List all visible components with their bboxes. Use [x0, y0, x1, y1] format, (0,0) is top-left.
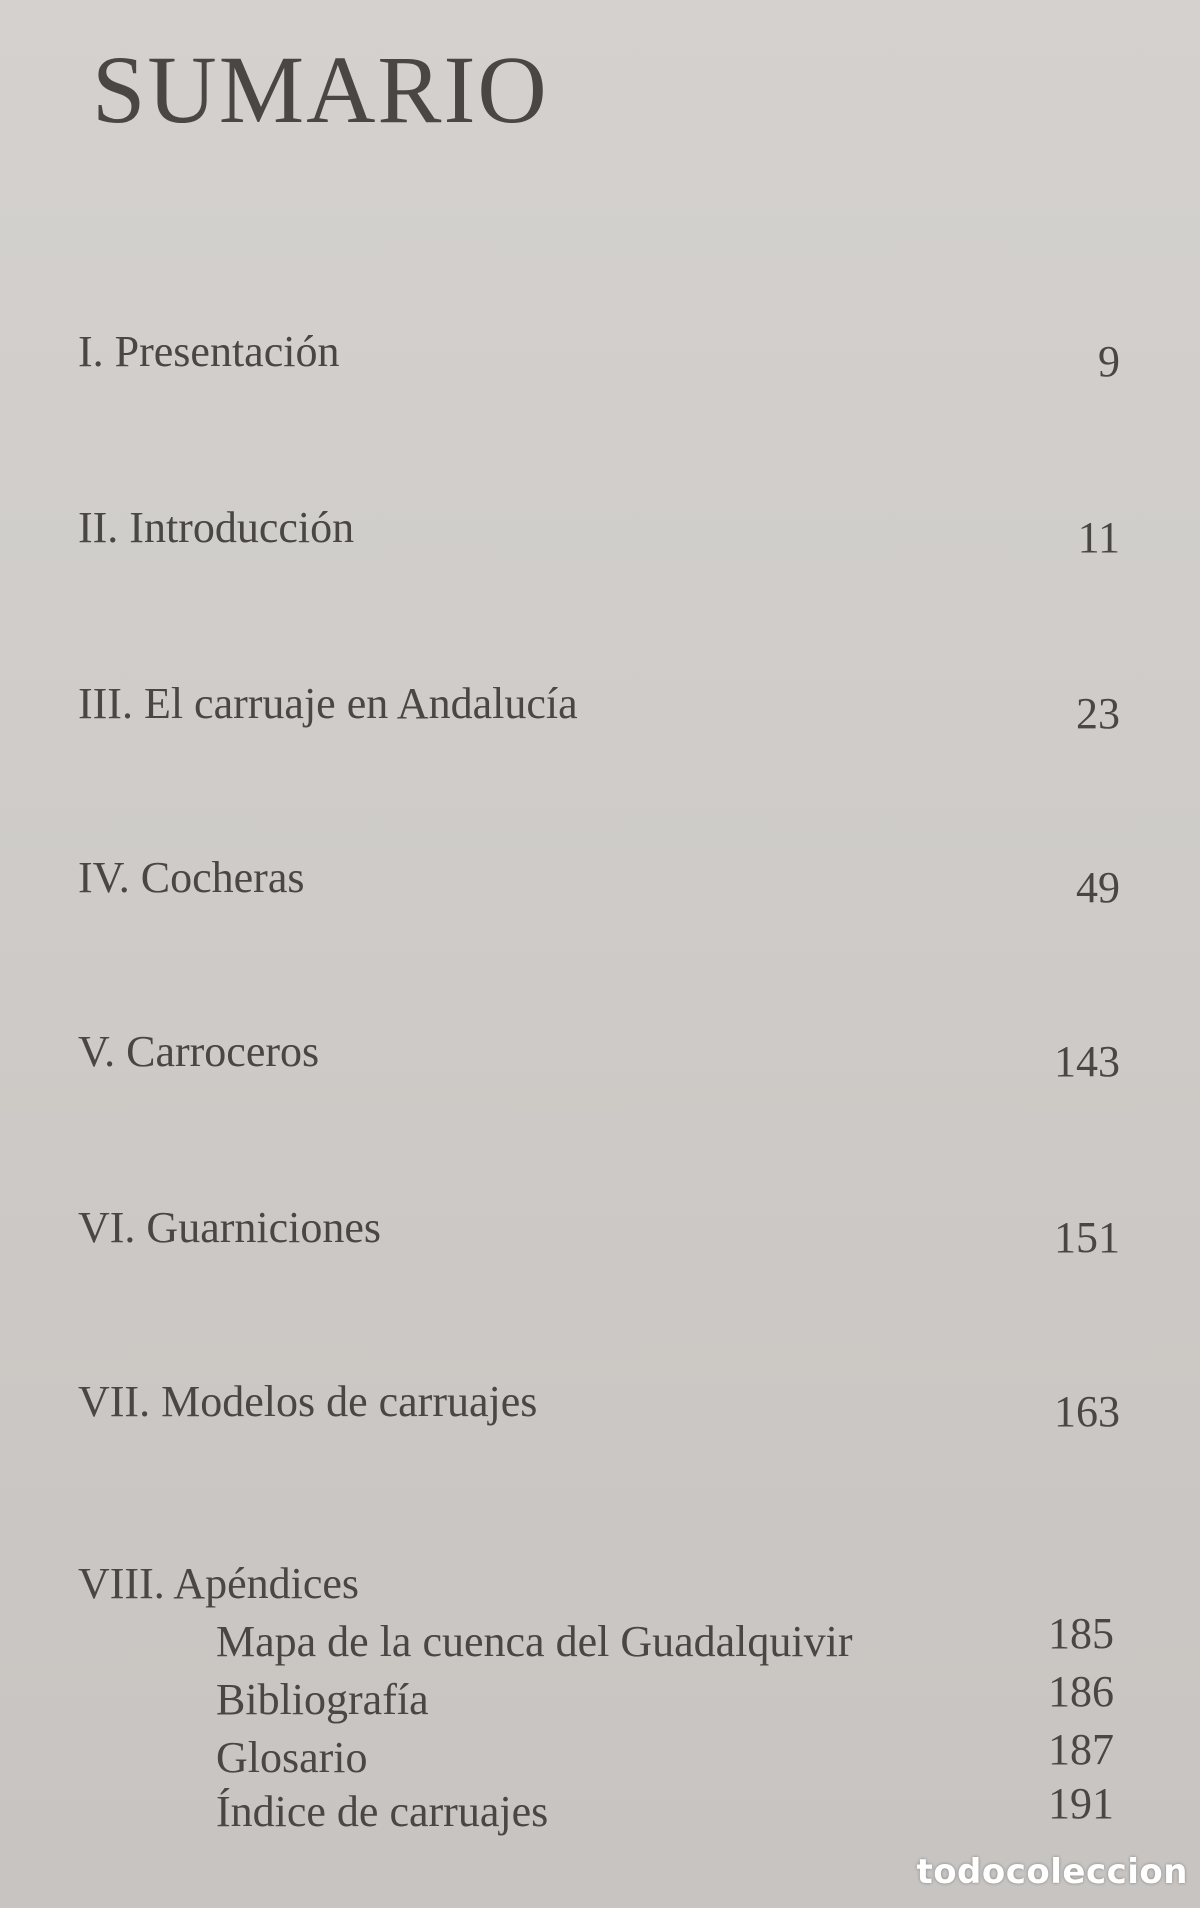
- toc-subentry-page: 185: [1048, 1609, 1114, 1658]
- toc-entry-carruaje-andalucia: [78, 679, 1120, 742]
- toc-subentry-mapa: [216, 1609, 1120, 1670]
- toc-subentry-label: Índice de carruajes: [216, 1787, 549, 1836]
- toc-entry-carroceros: [78, 1027, 1120, 1090]
- toc-entry-page: 49: [1076, 863, 1120, 912]
- toc-subentry-indice-carruajes: [216, 1779, 1120, 1840]
- toc-subentry-label: Glosario: [216, 1733, 368, 1782]
- toc-entry-label: VI. Guarniciones: [78, 1203, 382, 1252]
- toc-entry-label: V. Carroceros: [78, 1027, 320, 1076]
- watermark-logo: todocoleccion: [916, 1852, 1188, 1892]
- toc-entry-label: I. Presentación: [78, 327, 340, 376]
- toc-subentry-page: 186: [1048, 1667, 1114, 1716]
- toc-entry-presentacion: [78, 327, 1120, 390]
- toc-entry-page: 151: [1054, 1213, 1120, 1262]
- toc-subentry-label: Bibliografía: [216, 1675, 429, 1724]
- toc-entry-label: IV. Cocheras: [78, 853, 305, 902]
- toc-entry-page: 9: [1098, 337, 1120, 386]
- toc-entry-label: III. El carruaje en Andalucía: [78, 679, 578, 728]
- page-title: SUMARIO: [92, 36, 549, 143]
- toc-entry-page: 143: [1054, 1037, 1120, 1086]
- toc-subentry-page: 191: [1048, 1779, 1114, 1828]
- toc-entry-cocheras: [78, 853, 1120, 916]
- toc-entry-label: VII. Modelos de carruajes: [78, 1377, 538, 1426]
- toc-entry-guarniciones: [78, 1203, 1120, 1266]
- toc-subentry-bibliografia: [216, 1667, 1120, 1728]
- toc-entry-page: 23: [1076, 689, 1120, 738]
- toc-subentry-label: Mapa de la cuenca del Guadalquivir: [216, 1617, 853, 1666]
- toc-subentry-page: 187: [1048, 1725, 1114, 1774]
- toc-entry-modelos-carruajes: [78, 1377, 1120, 1440]
- toc-entry-label: II. Introducción: [78, 503, 355, 552]
- toc-entry-apendices: [78, 1559, 1120, 1622]
- toc-subentry-glosario: [216, 1725, 1120, 1786]
- toc-entry-label: VIII. Apéndices: [78, 1559, 360, 1608]
- toc-entry-page: 11: [1077, 513, 1120, 562]
- toc-entry-page: 163: [1054, 1387, 1120, 1436]
- toc-entry-introduccion: [78, 503, 1120, 566]
